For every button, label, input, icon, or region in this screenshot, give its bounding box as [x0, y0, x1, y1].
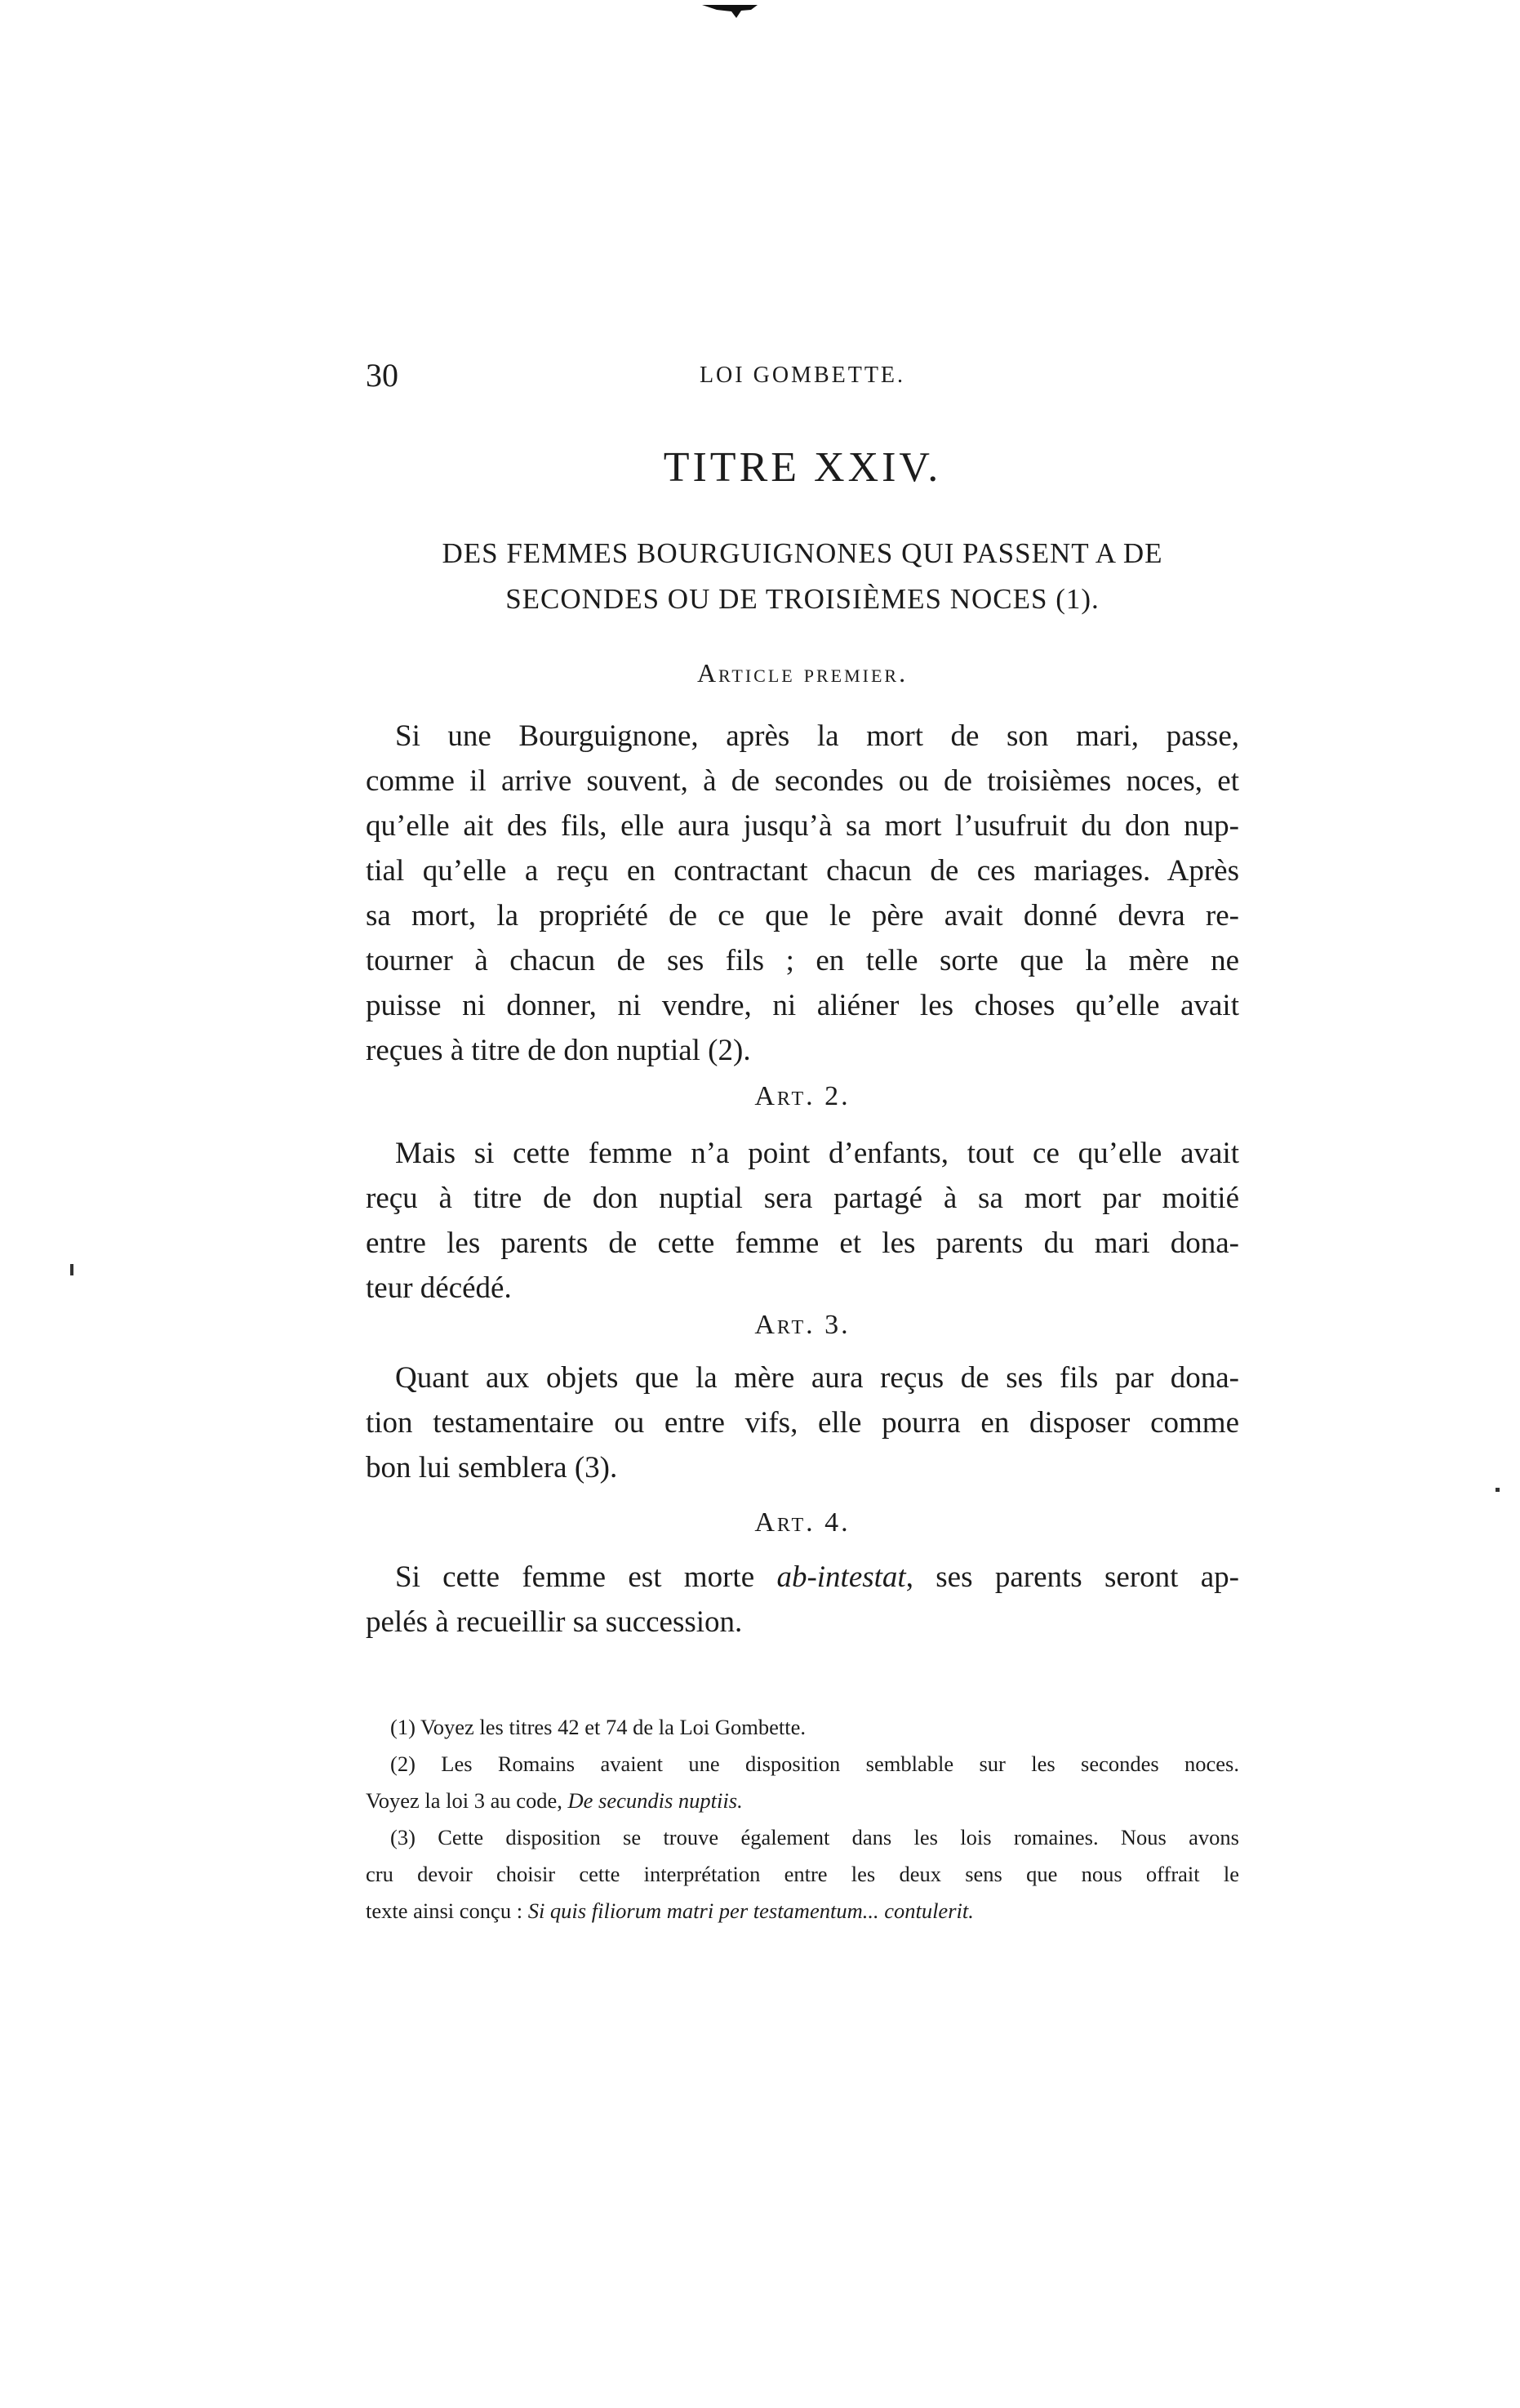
article-3-text: [366, 1355, 1239, 1490]
latin-quotation: Si quis filiorum matri per testamentum... contulerit.: [527, 1898, 974, 1923]
text-line: bon lui semblera (3).: [366, 1451, 618, 1484]
text-line: pelés à recueillir sa succession.: [366, 1605, 743, 1639]
footnote-2-continued: [366, 1783, 1239, 1819]
scan-artifact-mark: [700, 3, 759, 20]
text-line: tourner à chacun de ses fils ; en telle sorte que la mère ne: [366, 944, 1239, 977]
text-line: qu’elle ait des fils, elle aura jusqu’à sa mort l’usufruit du don nup-: [366, 809, 1239, 843]
text-line: [366, 1555, 1239, 1600]
text-line: sa mort, la propriété de ce que le père avait donné devra re-: [366, 899, 1239, 932]
text-run: Si cette femme est morte: [395, 1560, 777, 1594]
text-run: Voyez la loi 3 au code,: [366, 1788, 568, 1813]
scan-speck: [70, 1264, 73, 1275]
scan-speck: [1496, 1488, 1500, 1492]
article-4-text: [366, 1555, 1239, 1645]
footnote-3-continued: cru devoir choisir cette interprétation entre les deux sens que nous offrait le: [366, 1862, 1239, 1886]
latin-term: ab-intestat: [776, 1560, 906, 1594]
text-run: , ses parents seront ap-: [905, 1560, 1239, 1594]
text-line: puisse ni donner, ni vendre, ni aliéner les choses qu’elle avait: [366, 989, 1239, 1022]
subtitle-line: SECONDES OU DE TROISIÈMES NOCES (1).: [505, 583, 1100, 615]
text-line: teur décédé.: [366, 1271, 512, 1305]
footnote-2: (2) Les Romains avaient une disposition semblable sur les secondes noces.: [390, 1751, 1239, 1776]
footnote-3: (3) Cette disposition se trouve également dans les lois romaines. Nous avons: [390, 1825, 1239, 1849]
article-2-text: [366, 1131, 1239, 1311]
text-line: entre les parents de cette femme et les parents du mari dona-: [366, 1226, 1239, 1260]
text-line: reçues à titre de don nuptial (2).: [366, 1034, 751, 1067]
article-3-heading: Art. 3.: [754, 1310, 851, 1340]
article-1-text: [366, 714, 1239, 1073]
text-line: Si une Bourguignone, après la mort de son mari, passe,: [395, 719, 1239, 753]
latin-citation: De secundis nuptiis.: [567, 1788, 743, 1813]
running-title: LOI GOMBETTE.: [699, 363, 906, 388]
page-number: 30: [366, 357, 398, 394]
section-title: TITRE XXIV.: [663, 444, 942, 491]
text-line: comme il arrive souvent, à de secondes ou de troisièmes noces, et: [366, 764, 1239, 798]
text-line: reçu à titre de don nuptial sera partagé à sa mort par moitié: [366, 1182, 1239, 1215]
footnote-3-continued: [366, 1893, 1239, 1930]
section-subtitle: [366, 531, 1239, 622]
footnotes: [366, 1709, 1239, 1930]
footnote-1: (1) Voyez les titres 42 et 74 de la Loi Gombette.: [390, 1715, 807, 1739]
article-2-heading: Art. 2.: [754, 1081, 851, 1111]
subtitle-line: DES FEMMES BOURGUIGNONES QUI PASSENT A DE: [442, 537, 1163, 569]
text-line: Quant aux objets que la mère aura reçus de ses fils par dona-: [395, 1361, 1239, 1395]
article-4-heading: Art. 4.: [754, 1507, 851, 1538]
text-line: Mais si cette femme n’a point d’enfants, tout ce qu’elle avait: [395, 1137, 1239, 1170]
article-1-heading: Article premier.: [696, 658, 909, 688]
text-line: tion testamentaire ou entre vifs, elle pourra en disposer comme: [366, 1406, 1239, 1440]
text-run: texte ainsi conçu :: [366, 1898, 528, 1923]
running-head: [366, 351, 1239, 400]
text-line: tial qu’elle a reçu en contractant chacun de ces mariages. Après: [366, 854, 1239, 888]
